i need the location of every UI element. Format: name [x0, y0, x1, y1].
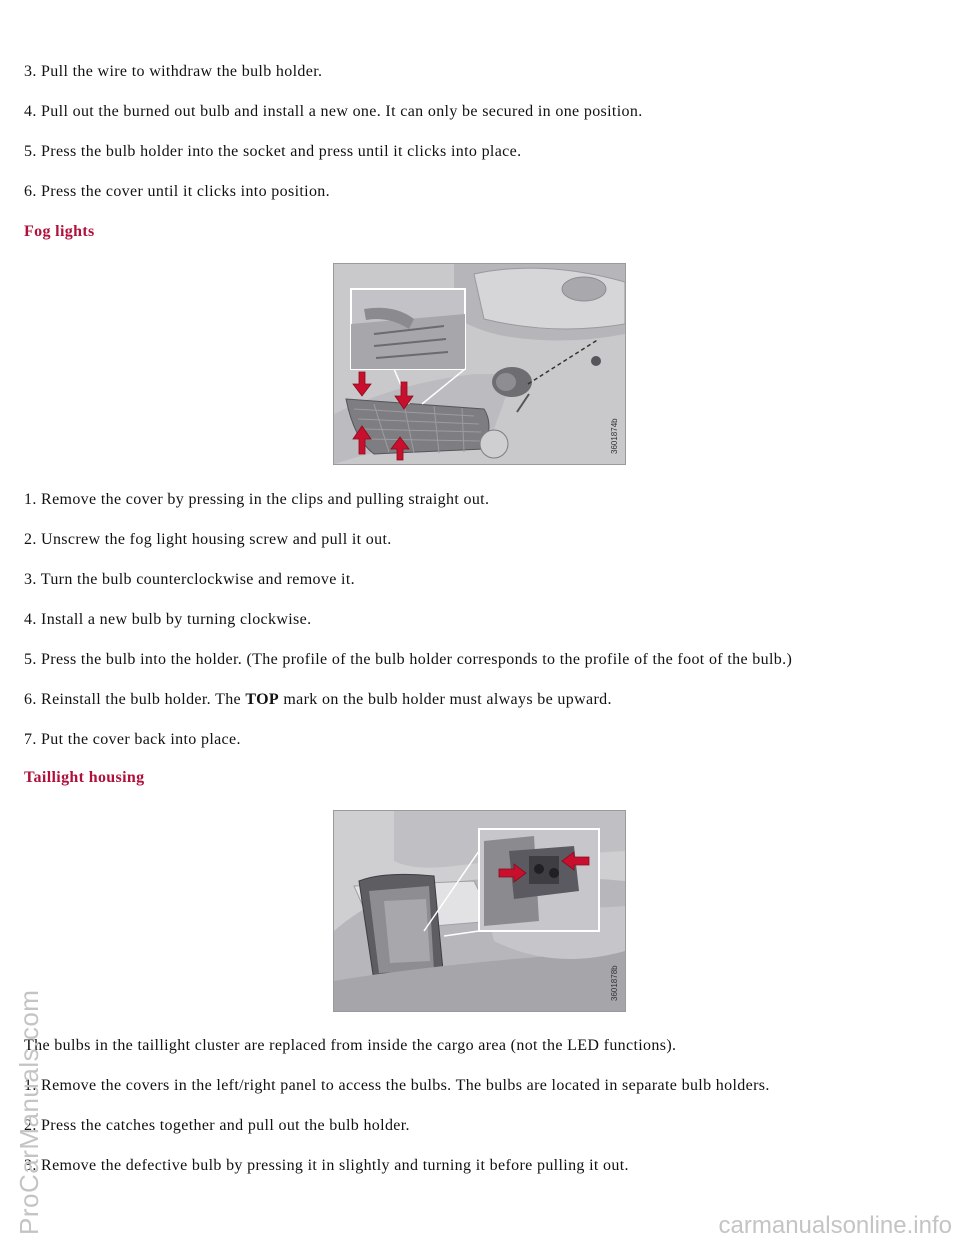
top-mark-label: TOP	[245, 691, 280, 708]
procarmanuals-watermark: ProCarManuals.com	[14, 989, 44, 1235]
fog-step-6-text	[24, 690, 612, 710]
taillight-illustration	[333, 810, 626, 1012]
taillight-step-3-text: 3. Remove the defective bulb by pressing it in slightly and turning it before pulling it out.	[24, 1157, 629, 1174]
fog-step-5-text: 5. Press the bulb into the holder. (The profile of the bulb holder corresponds to the profile of the foot of the bulb.)	[24, 651, 793, 668]
fog-step-6-after: mark on the bulb holder must always be upward.	[279, 691, 612, 708]
fog-step-7-text: 7. Put the cover back into place.	[24, 731, 241, 748]
step-4-text: 4. Pull out the burned out bulb and install a new one. It can only be secured in one position.	[24, 103, 643, 120]
fog-step-2-text: 2. Unscrew the fog light housing screw and pull it out.	[24, 531, 392, 548]
taillight-step-2-text: 2. Press the catches together and pull out the bulb holder.	[24, 1117, 410, 1134]
fog-step-1-text: 1. Remove the cover by pressing in the clips and pulling straight out.	[24, 491, 490, 508]
taillight-figure-code: 3601878b	[610, 965, 619, 1001]
fog-figure-code: 3601874b	[610, 418, 619, 454]
fog-step-6-before: 6. Reinstall the bulb holder. The	[24, 691, 246, 708]
step-6-text: 6. Press the cover until it clicks into position.	[24, 183, 331, 200]
carmanualsonline-watermark: carmanualsonline.info	[718, 1212, 952, 1239]
fog-step-4-text: 4. Install a new bulb by turning clockwise.	[24, 611, 312, 628]
step-5-text: 5. Press the bulb holder into the socket and press until it clicks into place.	[24, 143, 522, 160]
fog-light-illustration	[333, 263, 626, 465]
taillight-housing-heading: Taillight housing	[24, 769, 145, 786]
fog-lights-heading: Fog lights	[24, 223, 95, 240]
taillight-intro-text: The bulbs in the taillight cluster are replaced from inside the cargo area (not the LED functions).	[24, 1037, 677, 1054]
fog-step-3-text: 3. Turn the bulb counterclockwise and remove it.	[24, 571, 355, 588]
step-3-text: 3. Pull the wire to withdraw the bulb holder.	[24, 63, 323, 80]
taillight-step-1-text: 1. Remove the covers in the left/right panel to access the bulbs. The bulbs are located in separate bulb holders.	[24, 1077, 770, 1094]
